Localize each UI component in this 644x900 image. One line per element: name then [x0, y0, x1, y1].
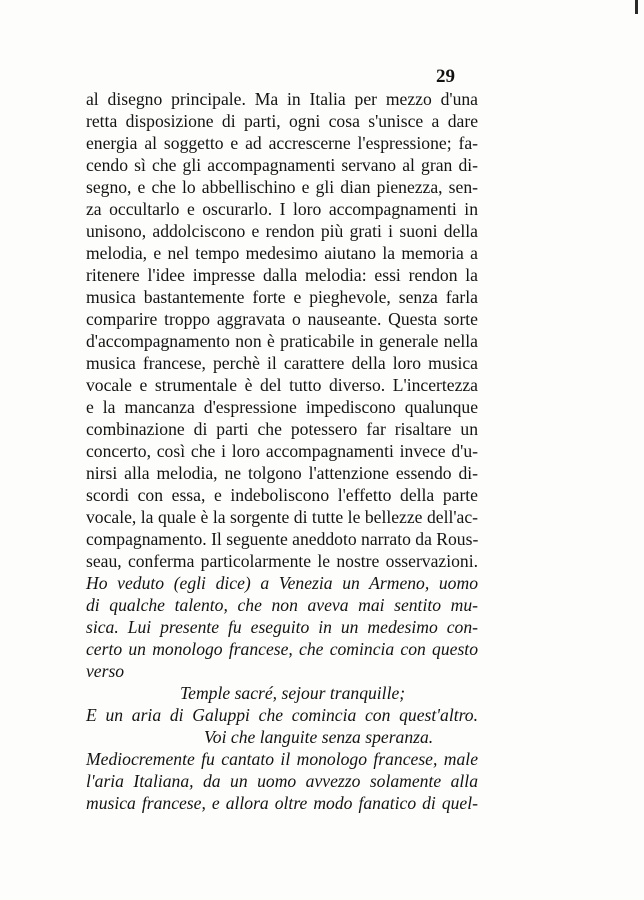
quote-line: Ho veduto (egli dice) a Venezia un Armeno, uomo [86, 573, 478, 593]
text-line: musica bastantemente forte e pieghevole, senza farla [86, 287, 478, 307]
text-line: segno, e che lo abbellischino e gli dian pienezza, sen- [86, 177, 478, 197]
text-line: musica francese, perchè il carattere della loro musica [86, 353, 478, 373]
text-line: nirsi alla melodia, ne tolgono l'attenzione essendo di- [86, 463, 478, 483]
quote-line: musica francese, e allora oltre modo fanatico di quel- [86, 793, 478, 813]
text-line: concerto, così che i loro accompagnamenti invece d'u- [86, 441, 478, 461]
verse-line: Voi che languite senza speranza. [204, 727, 434, 747]
quote-line: verso [86, 661, 125, 681]
page-corner-mark [635, 0, 638, 14]
text-line: seau, conferma particolarmente le nostre osservazioni. [86, 551, 478, 571]
page-number: 29 [436, 66, 455, 87]
quote-line: di qualche talento, che non aveva mai sentito mu- [86, 595, 478, 615]
quote-line: E un aria di Galuppi che comincia con quest'altro. [86, 705, 478, 725]
text-line: cendo sì che gli accompagnamenti servano al gran di- [86, 155, 478, 175]
text-line: combinazione di parti che potessero far risaltare un [86, 419, 478, 439]
verse-line: Temple sacré, sejour tranquille; [180, 683, 406, 703]
text-line: vocale, la quale è la sorgente di tutte le bellezze dell'ac- [86, 507, 478, 527]
text-line: compagnamento. Il seguente aneddoto narrato da Rous- [86, 529, 479, 549]
text-line: comparire troppo aggravata o nauseante. Questa sorte [86, 309, 478, 329]
text-line: d'accompagnamento non è praticabile in generale nella [86, 331, 478, 351]
text-line: al disegno principale. Ma in Italia per mezzo d'una [86, 89, 478, 109]
quote-line: Mediocremente fu cantato il monologo francese, male [86, 749, 478, 769]
text-line: scordi con essa, e indeboliscono l'effetto della parte [86, 485, 478, 505]
body-text [86, 88, 478, 814]
text-line: ritenere l'idee impresse dalla melodia: essi rendon la [86, 265, 478, 285]
quote-line: certo un monologo francese, che comincia con questo [86, 639, 478, 659]
text-line: unisono, addolciscono e rendon più grati i suoni della [86, 221, 478, 241]
quote-line: sica. Lui presente fu eseguito in un medesimo con- [86, 617, 478, 637]
text-line: melodia, e nel tempo medesimo aiutano la memoria a [86, 243, 478, 263]
text-line: energia al soggetto e ad accrescerne l'espressione; fa- [86, 133, 478, 153]
text-line: vocale e strumentale è del tutto diverso. L'incertezza [86, 375, 478, 395]
text-line: za occultarlo e oscurarlo. I loro accompagnamenti in [86, 199, 478, 219]
text-line: e la mancanza d'espressione impediscono qualunque [86, 397, 478, 417]
text-line: retta disposizione di parti, ogni cosa s'unisce a dare [86, 111, 478, 131]
quote-line: l'aria Italiana, da un uomo avvezzo solamente alla [86, 771, 478, 791]
